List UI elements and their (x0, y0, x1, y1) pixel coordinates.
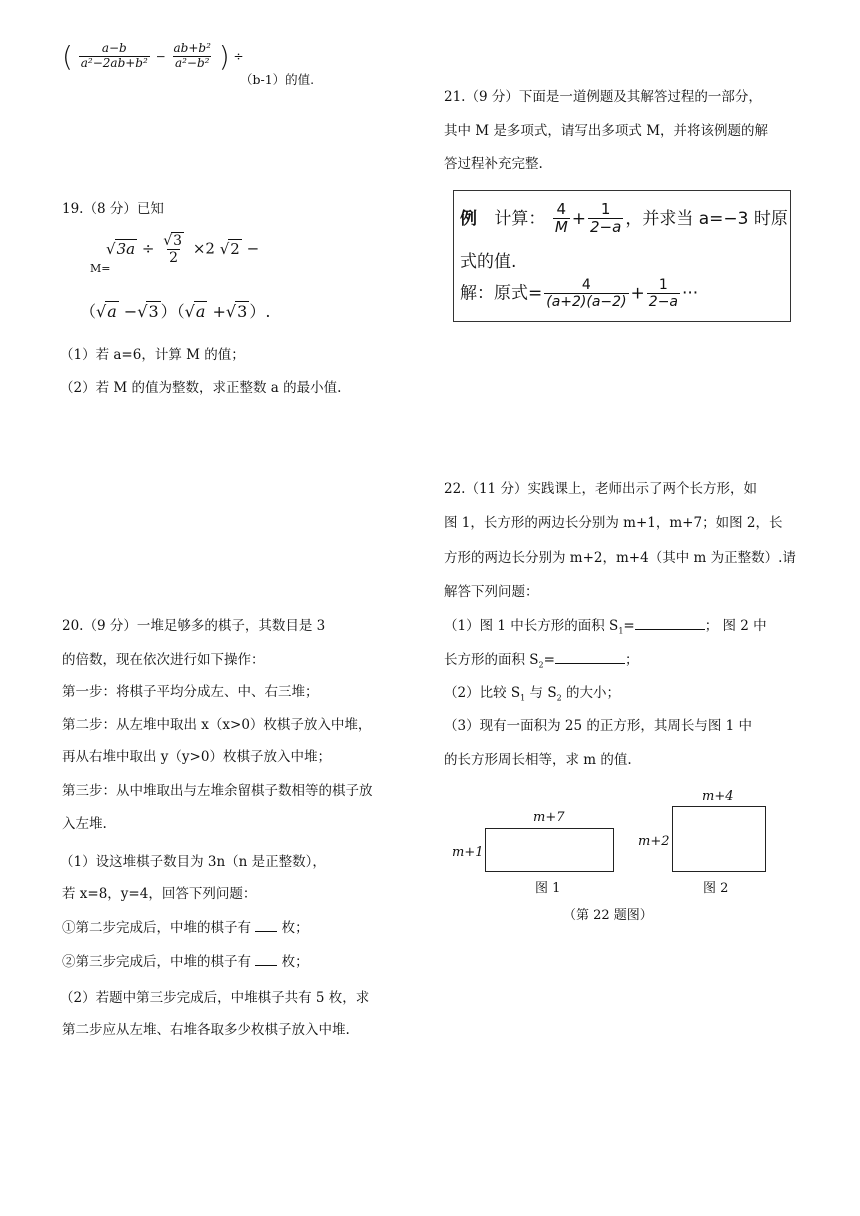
times-2: ×2 (192, 239, 215, 258)
q19-line1 (106, 233, 259, 266)
fraction-2 (172, 42, 213, 71)
fraction-2-denominator: a²−b² (174, 56, 210, 70)
fraction-1-denominator: a²−2ab+b² (80, 56, 148, 70)
sqrt-3a: √3a (106, 239, 136, 258)
figure-2-rectangle (672, 806, 766, 872)
q20-line1: 20.（9 分）一堆足够多的棋子，其数目是 3 (62, 618, 326, 634)
fig2-top-label: m+4 (702, 789, 734, 804)
big-left-paren: ( (62, 40, 73, 73)
q20-line2: 的倍数，现在依次进行如下操作： (62, 652, 265, 668)
q20-line5: 再从右堆中取出 y（y>0）枚棋子放入中堆； (62, 749, 331, 765)
minus-end: − (246, 239, 260, 258)
fraction-1 (79, 42, 150, 71)
q22-line4: 解答下列问题： (444, 584, 539, 600)
answer-blank-s2[interactable] (555, 651, 625, 664)
answer-blank-2[interactable] (255, 953, 277, 966)
fig1-top-label: m+7 (533, 810, 565, 825)
q20-line7: 入左堆. (62, 816, 107, 832)
q19-line2: （√a −√3 ）（√a +√3 ）. (80, 302, 271, 321)
q19-head: 19.（8 分）已知 (62, 201, 164, 217)
q20-line6: 第三步：从中堆取出与左堆余留棋子数相等的棋子放 (62, 783, 373, 799)
q20-line8: （1）设这堆棋子数目为 3n（n 是正整数）， (60, 854, 326, 870)
divide-sign: ÷ (233, 49, 244, 64)
fraction-2-numerator: ab+b² (173, 41, 211, 56)
q19-part1: （1）若 a=6，计算 M 的值； (60, 347, 245, 363)
q22-line3: 方形的两边长分别为 m+2，m+4（其中 m 为正整数）.请 (444, 550, 796, 566)
fig1-caption: 图 1 (535, 881, 561, 896)
q20-line12: （2）若题中第三步完成后，中堆棋子共有 5 枚，求 (60, 990, 370, 1006)
answer-blank-s1[interactable] (635, 617, 705, 630)
q19-part2: （2）若 M 的值为整数，求正整数 a 的最小值. (60, 380, 342, 396)
m-prefix: M= (90, 262, 111, 275)
big-right-paren: ) (218, 40, 230, 73)
fig1-left-label: m+1 (452, 845, 484, 860)
solution-line: 解：原式= $\frac{4}{(a+2)(a-2)}$ + $\frac{1}{2-a}$ ··· (460, 277, 699, 311)
sqrt3-over-2: $\frac{√3}{2}$ (163, 233, 183, 267)
q21-line3: 答过程补充完整. (444, 156, 543, 172)
fig2-left-label: m+2 (638, 834, 670, 849)
q21-line2: 其中 M 是多项式，请写出多项式 M，并将该例题的解 (444, 123, 769, 139)
q20-line9: 若 x=8，y=4，回答下列问题： (62, 886, 257, 902)
q22-line2: 图 1，长方形的两边长分别为 m+1，m+7；如图 2，长 (444, 515, 783, 531)
q20-line11: ②第三步完成后，中堆的棋子有 枚； (62, 954, 309, 970)
example-line2: 式的值. (460, 252, 517, 272)
q21-line1: 21.（9 分）下面是一道例题及其解答过程的一部分， (444, 89, 762, 105)
q22-part3a: （3）现有一面积为 25 的正方形，其周长与图 1 中 (444, 718, 753, 734)
q22-part3b: 的长方形周长相等，求 m 的值. (444, 752, 632, 768)
q18-tail: （b-1）的值. (240, 72, 315, 87)
fig2-caption: 图 2 (703, 881, 729, 896)
example-label: 例 (460, 208, 477, 229)
minus-sign: − (155, 49, 166, 64)
divide-sign: ÷ (141, 239, 155, 258)
answer-blank-1[interactable] (255, 919, 277, 932)
q22-part2: （2）比较 $S_1$ 与 $S_2$ 的大小； (444, 685, 620, 703)
q20-line4: 第二步：从左堆中取出 x（x>0）枚棋子放入中堆， (62, 717, 372, 733)
q20-line13: 第二步应从左堆、右堆各取多少枚棋子放入中堆. (62, 1022, 350, 1038)
q20-line10: ①第二步完成后，中堆的棋子有 枚； (62, 920, 309, 936)
q22-part1: （1）图 1 中长方形的面积 $S_1=$ ； 图 2 中 (444, 618, 767, 636)
q18-expression (62, 40, 244, 73)
sqrt-2: √2 (219, 239, 240, 258)
figure-1-rectangle (485, 828, 614, 872)
example-line1: 例 计算： $\frac{4}{M}$ + $\frac{1}{2-a}$ ，并求当 a=−3 时原 (460, 200, 788, 237)
q22-line1: 22.（11 分）实践课上，老师出示了两个长方形，如 (444, 481, 757, 497)
fraction-1-numerator: a−b (101, 41, 127, 56)
q20-line3: 第一步：将棋子平均分成左、中、右三堆； (62, 684, 319, 700)
q22-part1b: 长方形的面积 $S_2=$ ； (444, 652, 639, 670)
figure-caption: （第 22 题图） (563, 908, 653, 923)
example-box (453, 190, 791, 322)
